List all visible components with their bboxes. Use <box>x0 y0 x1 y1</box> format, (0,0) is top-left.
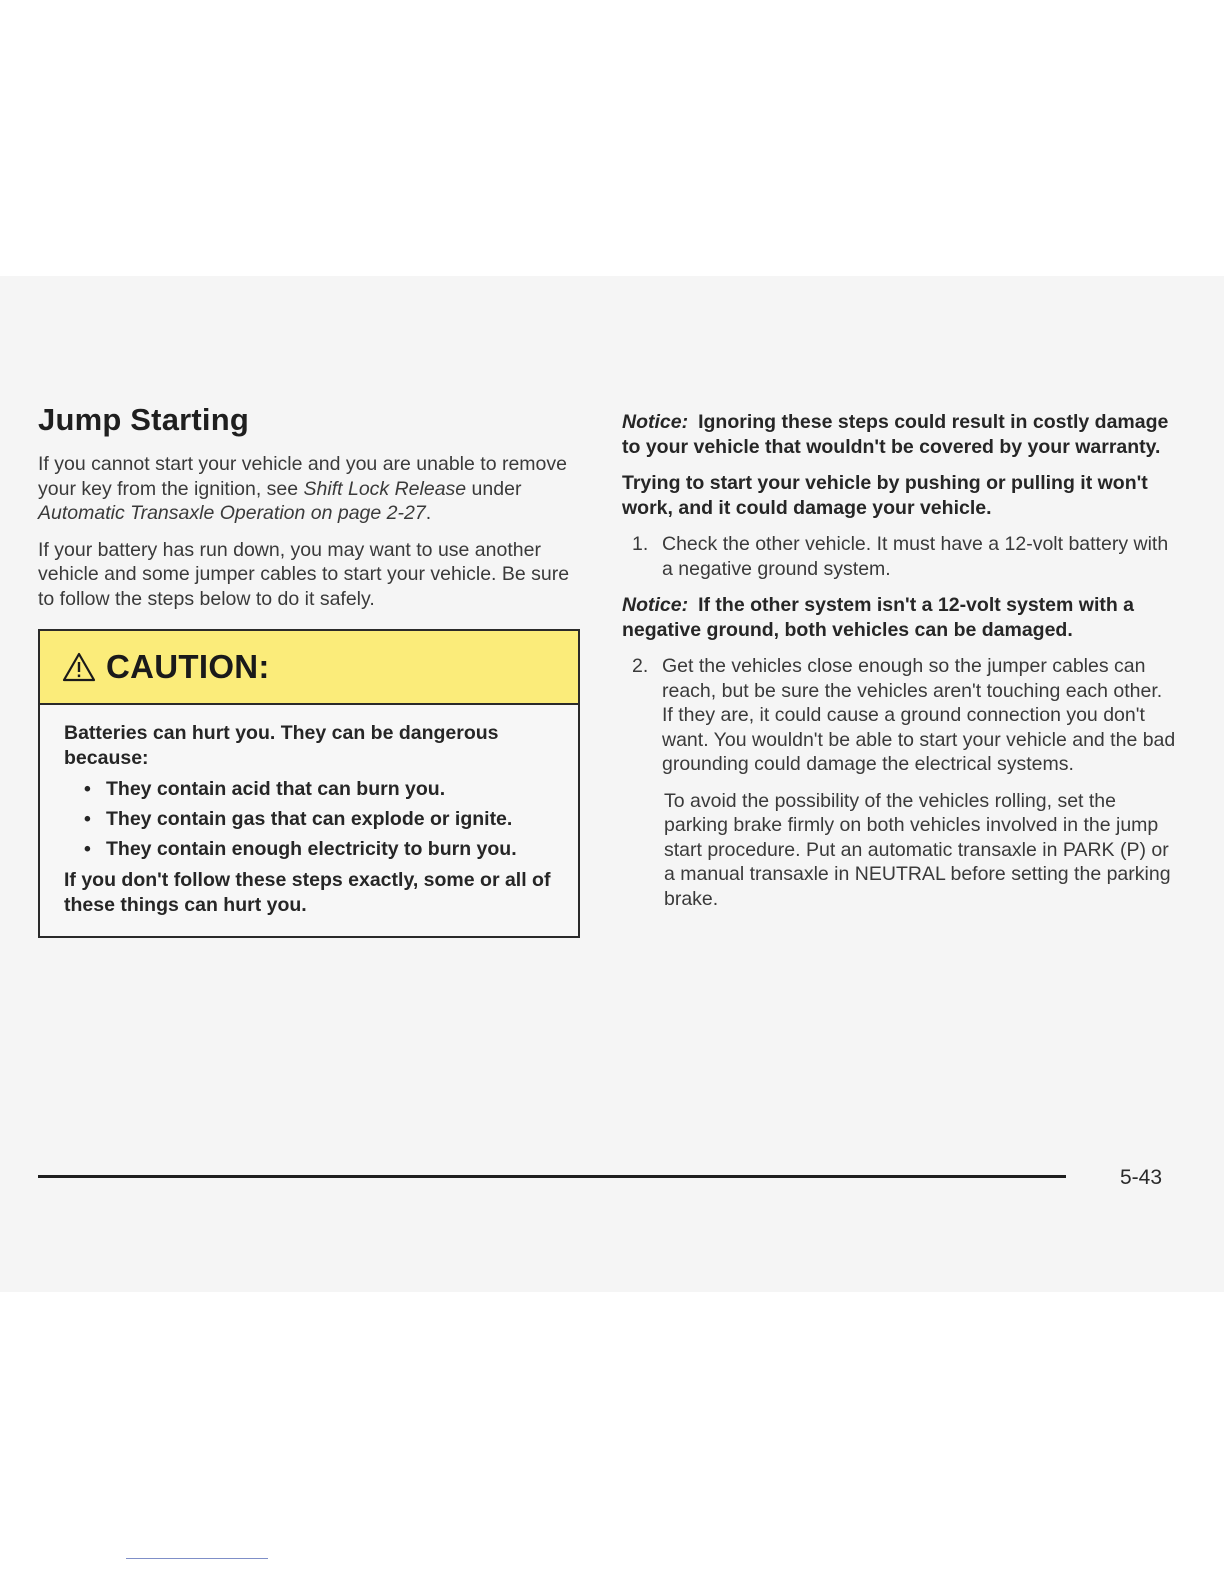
caution-bullet-text: They contain enough electricity to burn you. <box>106 838 517 860</box>
step-number: 2. <box>632 655 649 677</box>
notice-text: If the other system isn't a 12-volt system with a negative ground, both vehicles can be damaged. <box>622 594 1135 641</box>
caution-bullet <box>82 777 556 802</box>
page-title: Jump Starting <box>38 402 250 437</box>
caution-label: CAUTION: <box>106 648 270 685</box>
intro-text-1: If you cannot start your vehicle and you are unable to remove your key from the ignition, see <box>38 453 567 500</box>
push-pull-warning: Trying to start your vehicle by pushing or pulling it won't work, and it could damage your vehicle. <box>622 472 1148 519</box>
caution-outro: If you don't follow these steps exactly, some or all of these things can hurt you. <box>64 869 551 916</box>
caution-header <box>40 631 578 705</box>
caution-bullet-text: They contain gas that can explode or ignite. <box>106 808 513 830</box>
caution-bullet-text: They contain acid that can burn you. <box>106 778 446 800</box>
step-number: 1. <box>632 533 649 555</box>
step-item <box>622 654 1178 777</box>
step-item <box>622 532 1178 581</box>
steps-list-2 <box>622 654 1178 777</box>
intro-paragraph <box>38 452 580 526</box>
bottom-divider <box>126 1558 268 1559</box>
caution-box <box>38 629 580 938</box>
footer-rule <box>38 1175 1066 1178</box>
caution-bullet-list <box>64 777 556 862</box>
battery-paragraph: If your battery has run down, you may want to use another vehicle and some jumper cables to start your vehicle. Be sure to follow the steps below to do it safely. <box>38 538 570 610</box>
page-number: 5-43 <box>1120 1166 1163 1189</box>
steps-list-1 <box>622 532 1178 581</box>
caution-body <box>40 705 578 936</box>
warning-triangle-icon <box>62 652 96 682</box>
transaxle-operation-ref: Automatic Transaxle Operation on page 2-27 <box>38 502 426 524</box>
intro-text-3: . <box>425 502 432 524</box>
notice-warranty <box>622 410 1178 459</box>
step-text: Get the vehicles close enough so the jumper cables can reach, but be sure the vehicles aren't touching each other. If they are, it could cause a ground connection you don't want. You wouldn't be able to start your vehicle and the bad grounding could damage the electrical systems. <box>662 655 1176 775</box>
notice-label: Notice: <box>622 594 689 616</box>
bullet-glyph: • <box>84 778 91 800</box>
shift-lock-release-ref: Shift Lock Release <box>303 477 467 500</box>
parking-brake-paragraph: To avoid the possibility of the vehicles rolling, set the parking brake firmly on both vehicles involved in the jump start procedure. Put an automatic transaxle in PARK (P) or a manual transaxle in NEUTRAL before setting the parking brake. <box>664 789 1171 910</box>
left-column <box>38 402 580 938</box>
intro-text-2: under <box>466 477 522 500</box>
caution-intro: Batteries can hurt you. They can be dangerous because: <box>64 722 499 769</box>
notice-ground <box>622 593 1178 642</box>
caution-bullet <box>82 807 556 832</box>
notice-label: Notice: <box>622 411 689 433</box>
bullet-glyph: • <box>84 838 91 860</box>
right-column <box>622 410 1178 911</box>
notice-text: Ignoring these steps could result in costly damage to your vehicle that wouldn't be covered by your warranty. <box>622 411 1169 458</box>
caution-bullet <box>82 837 556 862</box>
bullet-glyph: • <box>84 808 91 830</box>
step-text: Check the other vehicle. It must have a 12-volt battery with a negative ground system. <box>662 533 1169 580</box>
